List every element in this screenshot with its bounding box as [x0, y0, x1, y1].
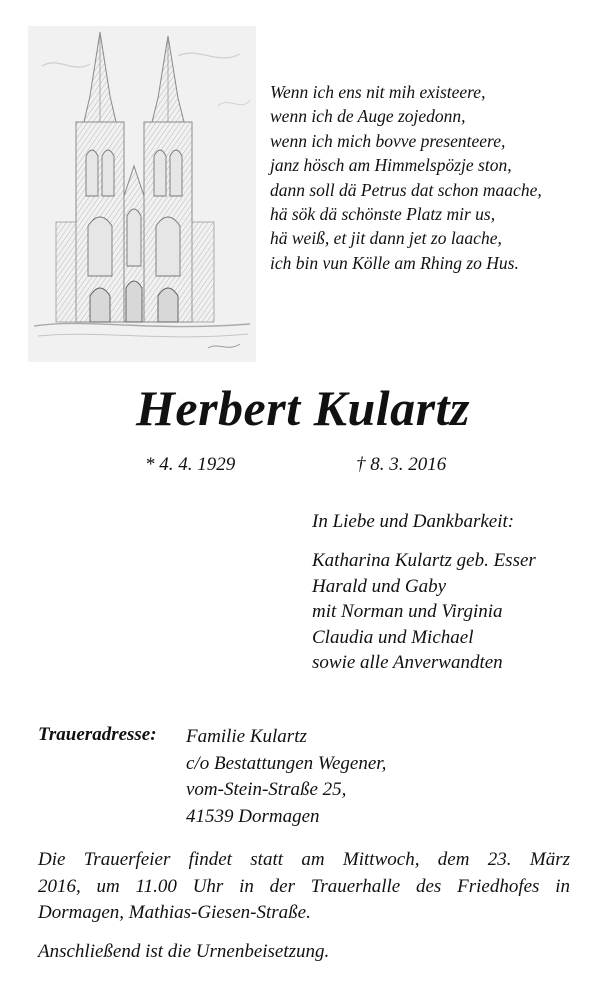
- ceremony-line: Die Trauerfeier findet statt am Mittwoch, dem 23. März: [38, 849, 570, 870]
- poem-line: wenn ich de Auge zojedonn,: [270, 106, 466, 127]
- poem-line: hä weiß, et jit dann jet zo laache,: [270, 228, 502, 249]
- birth-date: * 4. 4. 1929: [145, 454, 236, 475]
- poem-line: hä sök dä schönste Platz mir us,: [270, 204, 496, 225]
- mourner-line: Claudia und Michael: [312, 626, 474, 648]
- poem-line: ich bin vun Kölle am Rhing zo Hus.: [270, 252, 519, 273]
- ceremony-line: 2016, um 11.00 Uhr in der Trauerhalle des Friedhofes in: [38, 875, 570, 897]
- poem-line: janz hösch am Himmelspözje ston,: [270, 155, 512, 176]
- poem: [270, 80, 542, 275]
- address-line: 41539 Dormagen: [186, 805, 320, 827]
- death-date: † 8. 3. 2016: [356, 454, 447, 475]
- ceremony-notice: [38, 847, 570, 927]
- address-line: Familie Kulartz: [186, 726, 307, 747]
- address-label: Traueradresse:: [38, 724, 157, 745]
- address-line: c/o Bestattungen Wegener,: [186, 752, 387, 774]
- deceased-name: Herbert Kulartz: [136, 380, 470, 436]
- mourner-line: Katharina Kulartz geb. Esser: [312, 550, 536, 571]
- urn-burial-notice: Anschließend ist die Urnenbeisetzung.: [38, 941, 330, 962]
- mourner-line: Harald und Gaby: [312, 575, 447, 597]
- mourner-line: sowie alle Anverwandten: [312, 652, 503, 673]
- address-line: vom-Stein-Straße 25,: [186, 779, 347, 800]
- mourning-address: [186, 724, 386, 830]
- cathedral-sketch-icon: [28, 26, 256, 362]
- mourners-intro: In Liebe und Dankbarkeit:: [312, 511, 515, 532]
- mourner-line: mit Norman und Virginia: [312, 601, 503, 622]
- poem-line: dann soll dä Petrus dat schon maache,: [270, 179, 542, 200]
- ceremony-line: Dormagen, Mathias-Giesen-Straße.: [38, 902, 311, 923]
- poem-line: Wenn ich ens nit mih existeere,: [270, 82, 486, 102]
- poem-line: wenn ich mich bovve presenteere,: [270, 130, 506, 151]
- mourners-list: [312, 548, 536, 676]
